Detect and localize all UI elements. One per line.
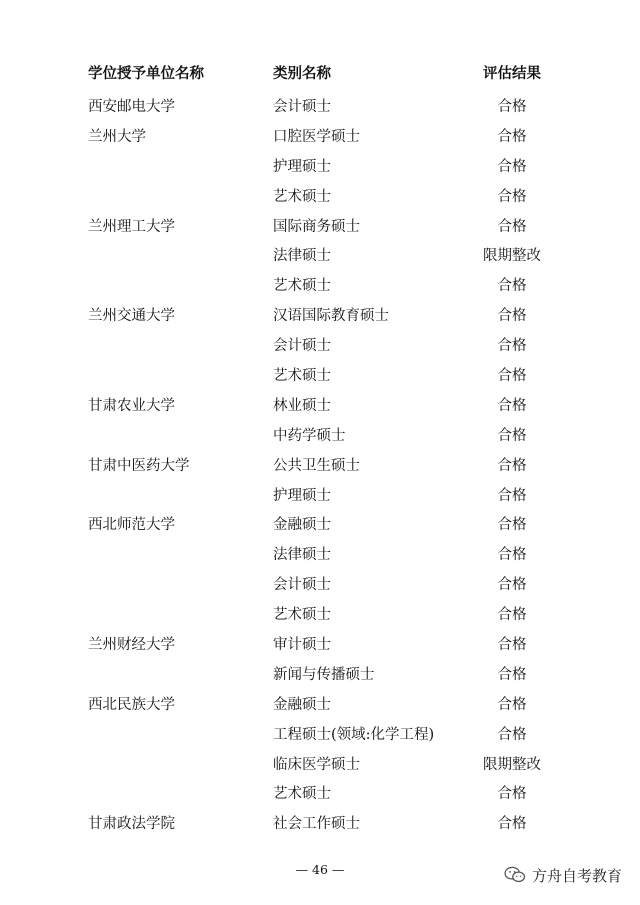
table-row [0,690,640,720]
row-unit: 兰州交通大学 [88,308,175,325]
row-category: 临床医学硕士 [273,756,360,773]
table-row [0,600,640,630]
table-row [0,271,640,301]
row-result: 合格 [497,308,527,325]
row-category: 林业硕士 [273,397,331,414]
row-result: 合格 [497,786,527,803]
table-row [0,510,640,540]
table-header [0,62,640,88]
row-result: 合格 [497,128,527,145]
row-result: 合格 [497,397,527,414]
evaluation-table [0,92,640,839]
row-category: 口腔医学硕士 [273,128,360,145]
row-category: 国际商务硕士 [273,218,360,235]
table-row [0,241,640,271]
row-category: 中药学硕士 [273,427,346,444]
row-unit: 西安邮电大学 [88,99,175,115]
table-row [0,361,640,391]
row-category: 公共卫生硕士 [273,457,360,474]
table-row [0,809,640,839]
table-row [0,540,640,570]
table-row [0,750,640,780]
row-result: 合格 [497,188,527,205]
table-row [0,630,640,660]
row-result: 合格 [497,607,527,624]
row-unit: 甘肃农业大学 [88,397,175,414]
row-result: 合格 [497,726,527,743]
row-result: 限期整改 [483,248,541,265]
header-category: 类别名称 [273,66,331,82]
table-row [0,481,640,511]
table-row [0,570,640,600]
row-result: 合格 [497,517,527,534]
wechat-icon [504,866,526,884]
row-category: 法律硕士 [273,547,331,564]
row-result: 合格 [497,487,527,504]
row-unit: 西北民族大学 [88,696,175,713]
row-category: 艺术硕士 [273,278,331,295]
table-row [0,122,640,152]
table-row [0,451,640,481]
row-category: 艺术硕士 [273,188,331,205]
table-row [0,182,640,212]
row-category: 汉语国际教育硕士 [273,308,389,325]
watermark [504,864,622,886]
row-result: 合格 [497,816,527,833]
row-result: 合格 [497,218,527,235]
row-unit: 甘肃政法学院 [88,816,175,833]
table-row [0,331,640,361]
row-result: 合格 [497,457,527,474]
row-result: 合格 [497,158,527,175]
row-result: 合格 [497,666,527,683]
watermark-text: 方舟自考教育 [531,866,622,885]
table-row [0,660,640,690]
row-result: 限期整改 [483,756,541,773]
row-category: 护理硕士 [273,158,331,175]
row-category: 社会工作硕士 [273,816,360,833]
table-row [0,301,640,331]
row-category: 护理硕士 [273,487,331,504]
row-category: 艺术硕士 [273,786,331,803]
row-unit: 兰州理工大学 [88,218,175,235]
header-result: 评估结果 [483,66,541,82]
row-result: 合格 [497,368,527,385]
row-unit: 西北师范大学 [88,517,175,534]
row-result: 合格 [497,338,527,355]
row-result: 合格 [497,577,527,594]
row-category: 艺术硕士 [273,607,331,624]
row-result: 合格 [497,696,527,713]
table-row [0,421,640,451]
row-category: 金融硕士 [273,696,331,713]
table-row [0,391,640,421]
header-unit: 学位授予单位名称 [88,66,204,82]
row-category: 艺术硕士 [273,368,331,385]
table-row [0,779,640,809]
row-category: 会计硕士 [273,99,331,115]
table-row [0,212,640,242]
row-result: 合格 [497,637,527,654]
row-category: 会计硕士 [273,577,331,594]
row-category: 会计硕士 [273,338,331,355]
row-result: 合格 [497,278,527,295]
row-result: 合格 [497,547,527,564]
page-number: — 46 — [295,862,345,877]
row-category: 工程硕士(领域:化学工程) [273,726,435,743]
table-row [0,152,640,182]
row-unit: 兰州财经大学 [88,637,175,654]
row-category: 法律硕士 [273,248,331,265]
row-unit: 甘肃中医药大学 [88,457,190,474]
table-row [0,92,640,122]
row-category: 金融硕士 [273,517,331,534]
row-unit: 兰州大学 [88,128,146,145]
row-category: 新闻与传播硕士 [273,666,375,683]
row-category: 审计硕士 [273,637,331,654]
table-row [0,720,640,750]
row-result: 合格 [497,99,527,115]
row-result: 合格 [497,427,527,444]
